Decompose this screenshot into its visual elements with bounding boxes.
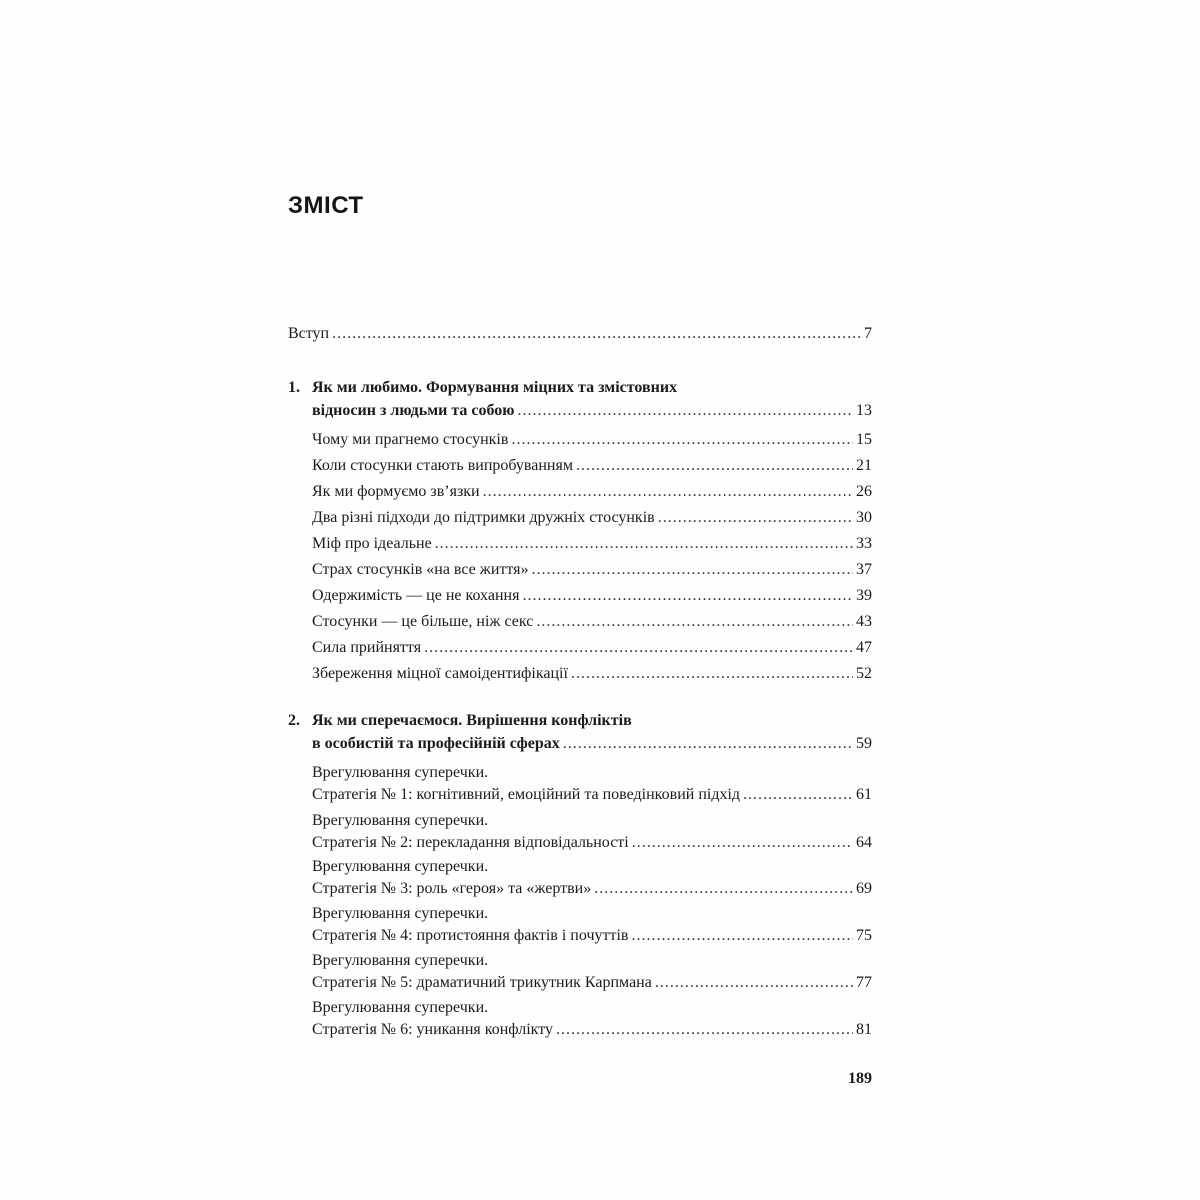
- dot-leader: [658, 509, 853, 527]
- dot-leader: [536, 613, 853, 631]
- toc-entry-label: Страх стосунків «на все життя»: [312, 561, 529, 578]
- toc-entry-label: Стратегія № 3: роль «героя» та «жертви»: [312, 880, 592, 897]
- toc-entry-line1: Врегулювання суперечки.: [312, 952, 489, 969]
- page-number: 189: [848, 1070, 872, 1087]
- toc-page-number: 33: [856, 535, 872, 552]
- toc-entry: [312, 880, 872, 902]
- toc-entry: [312, 535, 872, 557]
- toc-entry-label: Два різні підходи до підтримки дружніх стосунків: [312, 509, 655, 526]
- chapter-number: 2.: [288, 712, 300, 729]
- toc-entry: [312, 483, 872, 505]
- toc-page-number: 52: [856, 665, 872, 682]
- toc-entry: [312, 639, 872, 661]
- dot-leader: [424, 639, 853, 657]
- toc-page-number: 77: [856, 974, 872, 991]
- chapter-2-heading-line2: [312, 735, 872, 757]
- toc-entry-label: Збереження міцної самоідентифікації: [312, 665, 568, 682]
- chapter-2-heading: [288, 712, 632, 734]
- toc-entry-label: Стратегія № 4: протистояння фактів і почуттів: [312, 927, 629, 944]
- dot-leader: [655, 974, 853, 992]
- toc-entry: [312, 561, 872, 583]
- toc-page-number: 39: [856, 587, 872, 604]
- dot-leader: [563, 735, 853, 753]
- chapter-title-line1: Як ми любимо. Формування міцних та змістовних: [312, 379, 678, 396]
- toc-entry-label: Стратегія № 1: когнітивний, емоційний та поведінковий підхід: [312, 786, 741, 803]
- toc-entry-label: Вступ: [288, 325, 330, 342]
- toc-entry-line1: Врегулювання суперечки.: [312, 812, 489, 829]
- chapter-number: 1.: [288, 379, 300, 396]
- dot-leader: [631, 927, 853, 945]
- toc-entry-label: Стратегія № 2: перекладання відповідальності: [312, 834, 629, 851]
- chapter-title-line2: відносин з людьми та собою: [312, 402, 515, 419]
- toc-entry: [312, 927, 872, 949]
- toc-entry-label: Коли стосунки стають випробуванням: [312, 457, 573, 474]
- toc-entry: [312, 457, 872, 479]
- chapter-1-heading-line2: [312, 402, 872, 424]
- page-title: ЗМІСТ: [288, 192, 364, 219]
- toc-entry: [312, 1021, 872, 1043]
- dot-leader: [532, 561, 853, 579]
- dot-leader: [435, 535, 853, 553]
- toc-entry-line1: Врегулювання суперечки.: [312, 999, 489, 1016]
- dot-leader: [594, 880, 853, 898]
- dot-leader: [483, 483, 853, 501]
- toc-page-number: 69: [856, 880, 872, 897]
- chapter-title-line1: Як ми сперечаємося. Вирішення конфліктів: [312, 712, 632, 729]
- toc-page-number: 13: [856, 402, 872, 419]
- toc-entry-label: Чому ми прагнемо стосунків: [312, 431, 509, 448]
- toc-page-number: 15: [856, 431, 872, 448]
- dot-leader: [522, 587, 853, 605]
- toc-page-number: 75: [856, 927, 872, 944]
- toc-page-number: 43: [856, 613, 872, 630]
- toc-page-number: 26: [856, 483, 872, 500]
- toc-entry-label: Стосунки — це більше, ніж секс: [312, 613, 534, 630]
- dot-leader: [632, 834, 853, 852]
- dot-leader: [332, 325, 861, 343]
- dot-leader: [571, 665, 853, 683]
- toc-entry: [312, 665, 872, 687]
- toc-entry: [312, 613, 872, 635]
- toc-entry-line1: Врегулювання суперечки.: [312, 905, 489, 922]
- toc-entry: [312, 834, 872, 856]
- toc-page-number: 30: [856, 509, 872, 526]
- dot-leader: [743, 786, 853, 804]
- toc-page-number: 37: [856, 561, 872, 578]
- toc-entry-intro: [288, 325, 872, 347]
- toc-page-number: 64: [856, 834, 872, 851]
- toc-entry-label: Одержимість — це не кохання: [312, 587, 520, 604]
- toc-page-number: 59: [856, 735, 872, 752]
- dot-leader: [518, 402, 854, 420]
- toc-entry-label: Стратегія № 5: драматичний трикутник Карпмана: [312, 974, 652, 991]
- toc-page-number: 7: [864, 325, 872, 342]
- toc-entry-label: Сила прийняття: [312, 639, 422, 656]
- toc-entry: [312, 587, 872, 609]
- dot-leader: [511, 431, 853, 449]
- toc-page-number: 81: [856, 1021, 872, 1038]
- toc-entry: [312, 974, 872, 996]
- toc-page-number: 61: [856, 786, 872, 803]
- toc-entry-label: Міф про ідеальне: [312, 535, 432, 552]
- chapter-title-line2: в особистій та професійній сферах: [312, 735, 560, 752]
- table-of-contents: [288, 0, 872, 1200]
- toc-entry-label: Стратегія № 6: уникання конфлікту: [312, 1021, 554, 1038]
- toc-entry: [312, 431, 872, 453]
- toc-entry-label: Як ми формуємо зв’язки: [312, 483, 480, 500]
- dot-leader: [576, 457, 853, 475]
- toc-entry: [312, 509, 872, 531]
- toc-page-number: 47: [856, 639, 872, 656]
- dot-leader: [556, 1021, 853, 1039]
- toc-page-number: 21: [856, 457, 872, 474]
- toc-entry-line1: Врегулювання суперечки.: [312, 764, 489, 781]
- toc-entry-line1: Врегулювання суперечки.: [312, 858, 489, 875]
- chapter-1-heading: [288, 379, 677, 401]
- toc-entry: [312, 786, 872, 808]
